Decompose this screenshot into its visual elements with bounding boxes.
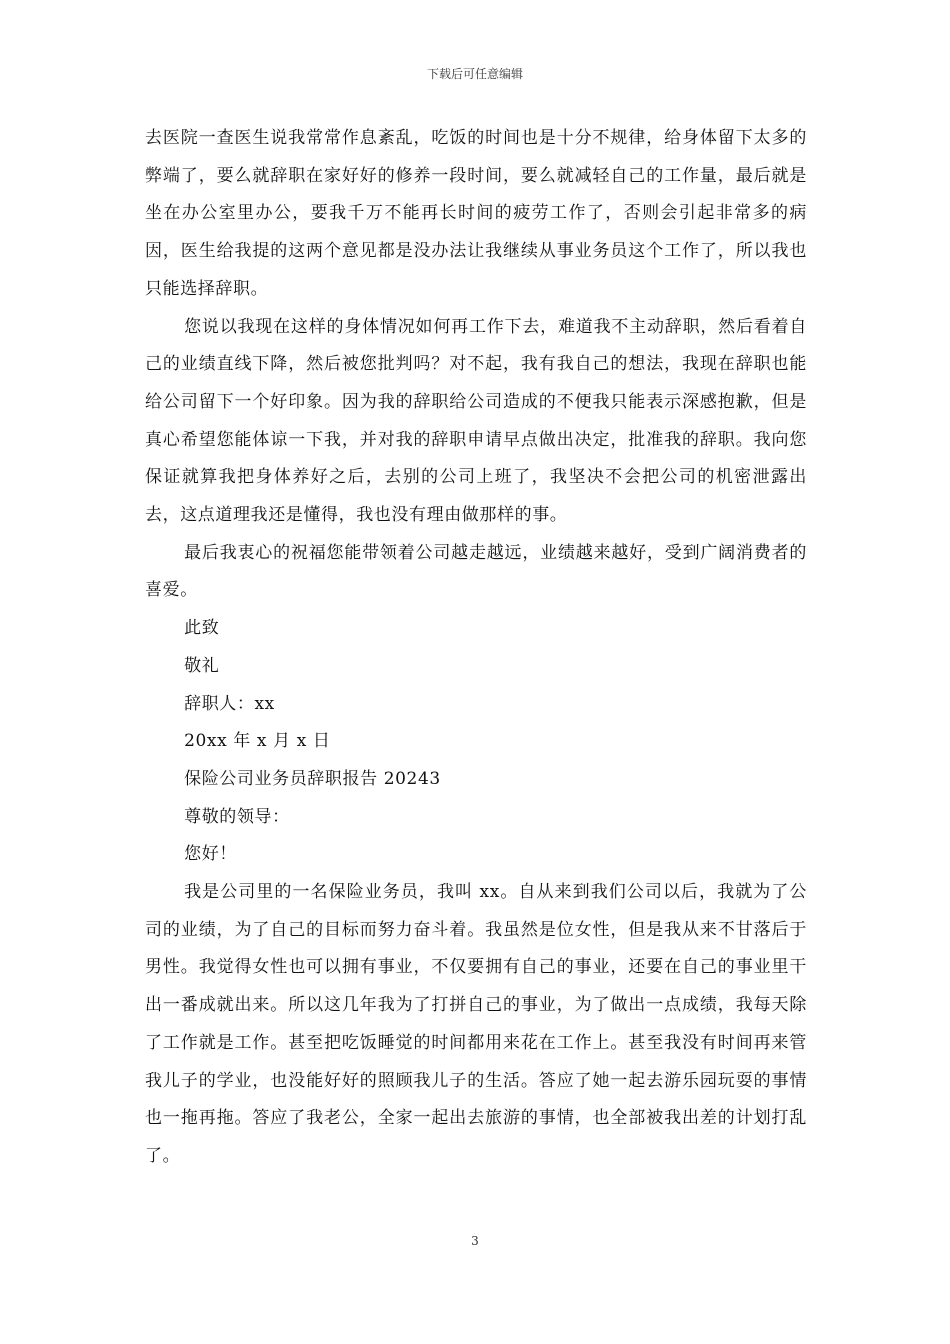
page-header: 下载后可任意编辑 xyxy=(426,67,523,81)
signer-line: 辞职人：xx xyxy=(184,693,275,714)
paragraph-introduction: 我是公司里的一名保险业务员，我叫 xx。自从来到我们公司以后，我就为了公司的业绩，为了自己的目标而努力奋斗着。我虽然是位女性，但是我从来不甘落后于男性。我觉得女性也可以拥有事业，不仅要拥有自己的事业，还要在自己的事业里干出一番成就出来。所以这几年我为了打拼自己的事业，为了做出一点成绩，我每天除了工作就是工作。甚至把吃饭睡觉的时间都用来花在工作上。甚至我没有时间再来管我儿子的学业，也没能好好的照顾我儿子的生活。答应了她一起去游乐园玩耍的事情也一拖再拖。答应了我老公，全家一起出去旅游的事情，也全部被我出差的计划打乱了。 xyxy=(145,882,807,1166)
salutation-line: 尊敬的领导： xyxy=(184,806,290,827)
closing-jing-li: 敬礼 xyxy=(184,655,220,676)
date-line: 20xx 年 x 月 x 日 xyxy=(184,731,331,752)
paragraph-blessing: 最后我衷心的祝福您能带领着公司越走越远，业绩越来越好，受到广阔消费者的喜爱。 xyxy=(145,542,807,601)
paragraph-health-reason: 您说以我现在这样的身体情况如何再工作下去，难道我不主动辞职，然后看着自己的业绩直线下降，然后被您批判吗？对不起，我有我自己的想法，我现在辞职也能给公司留下一个好印象。因为我的辞职给公司造成的不便我只能表示深感抱歉，但是真心希望您能体谅一下我，并对我的辞职申请早点做出决定，批准我的辞职。我向您保证就算我把身体养好之后，去别的公司上班了，我坚决不会把公司的机密泄露出去，这点道理我还是懂得，我也没有理由做那样的事。 xyxy=(145,316,807,526)
greeting-line: 您好！ xyxy=(184,844,237,865)
document-body xyxy=(145,120,807,1176)
paragraph-continuation: 去医院一查医生说我常常作息紊乱，吃饭的时间也是十分不规律，给身体留下太多的弊端了，要么就辞职在家好好的修养一段时间，要么就减轻自己的工作量，最后就是坐在办公室里办公，要我千万不能再长时间的疲劳工作了，否则会引起非常多的病因，医生给我提的这两个意见都是没办法让我继续从事业务员这个工作了，所以我也只能选择辞职。 xyxy=(145,128,807,299)
closing-ci-zhi: 此致 xyxy=(184,618,220,639)
section-title: 保险公司业务员辞职报告 20243 xyxy=(184,768,441,789)
page-number: 3 xyxy=(471,1234,479,1248)
